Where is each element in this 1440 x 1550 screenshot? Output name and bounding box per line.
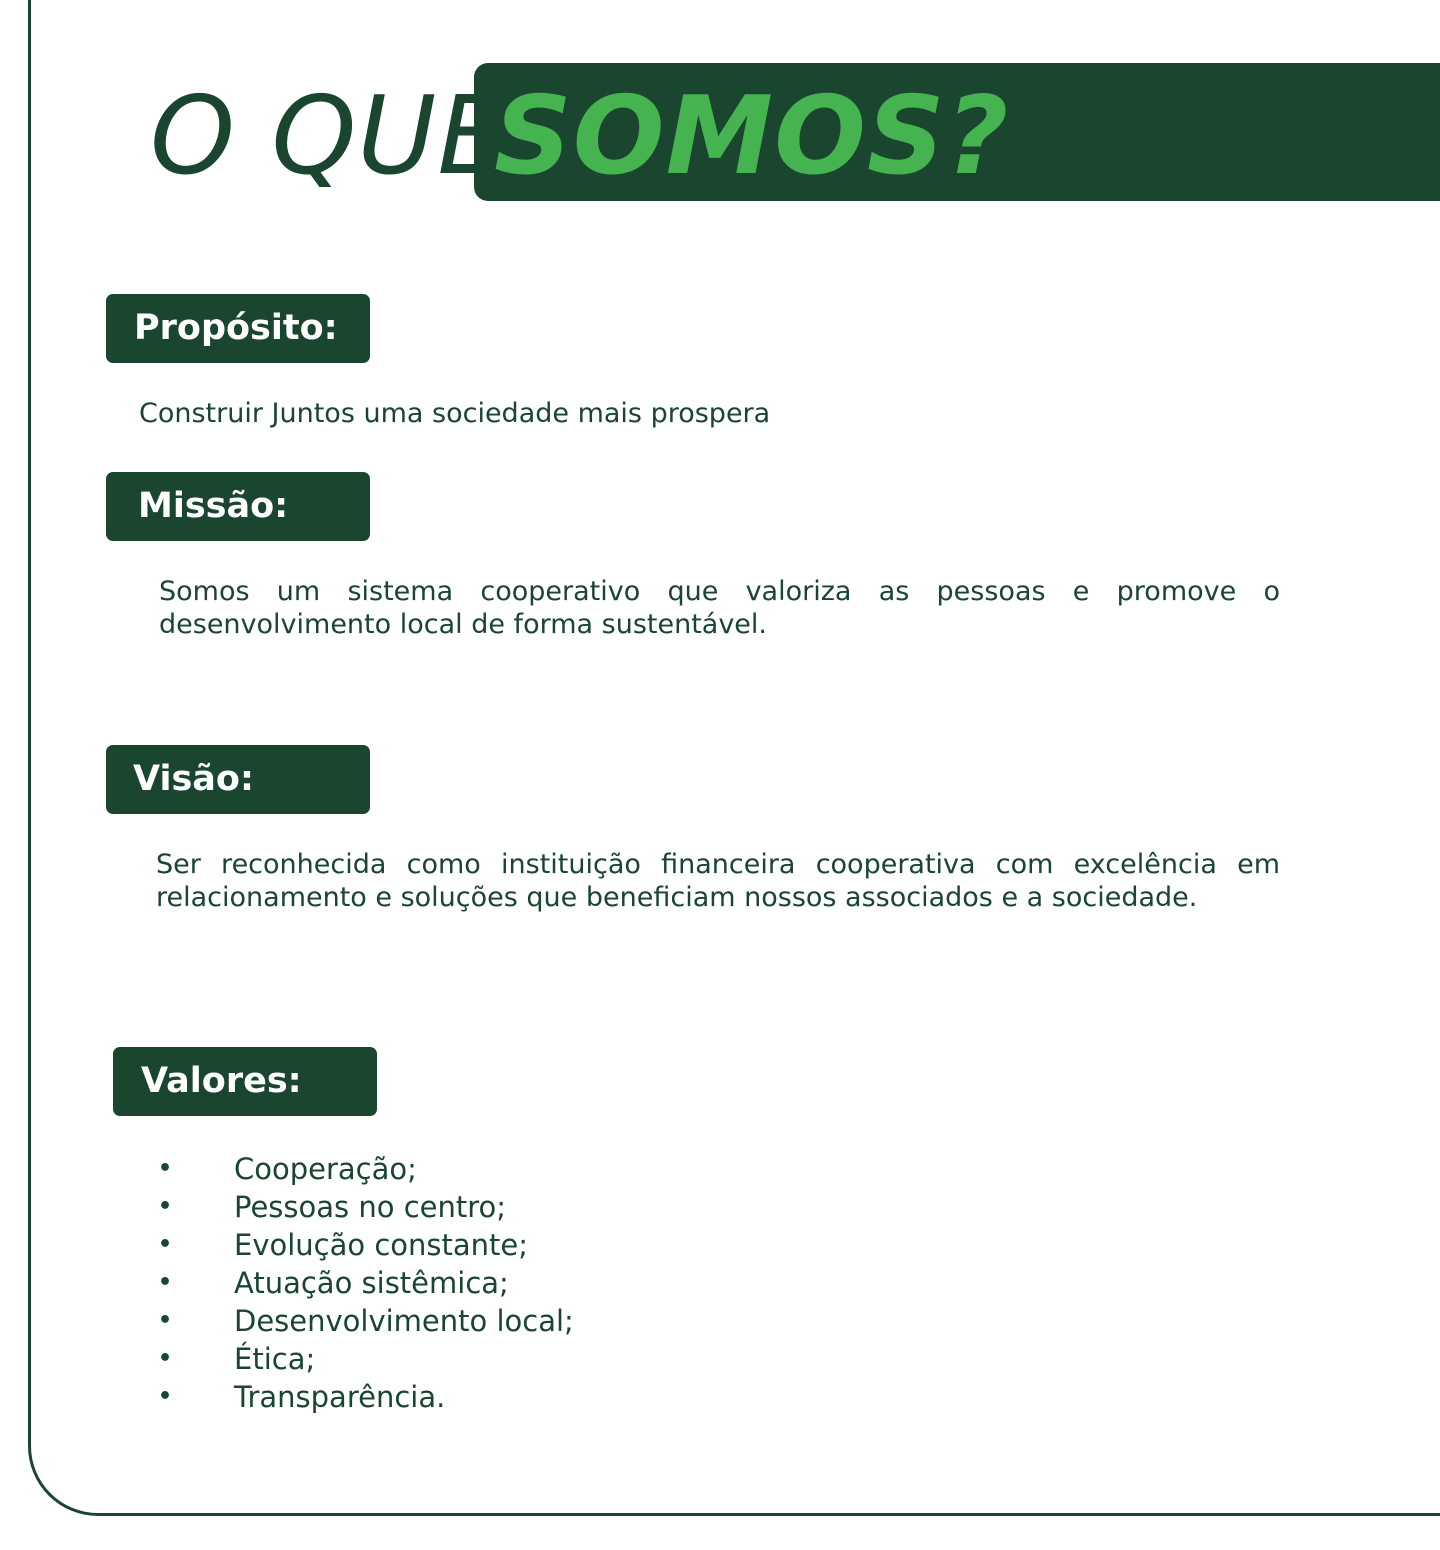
list-item [158,1150,574,1188]
visao-text: Ser reconhecida como instituição financeira cooperativa com excelência em relacionamento e soluções que beneficiam nossos associados e a sociedade. [156,849,1280,913]
missao-label [106,472,370,541]
valor-text: Desenvolvimento local; [234,1304,574,1338]
missao-text: Somos um sistema cooperativo que valoriza as pessoas e promove o desenvolvimento local de forma sustentável. [159,576,1280,640]
valores-list [158,1150,574,1416]
valor-text: Transparência. [234,1380,446,1414]
bullet-icon: • [158,1384,173,1409]
list-item [158,1302,574,1340]
bullet-icon: • [158,1194,173,1219]
valor-text: Pessoas no centro; [234,1190,507,1224]
list-item [158,1226,574,1264]
list-item [158,1340,574,1378]
page-title-part1: O QUE [150,74,507,199]
bullet-icon: • [158,1308,173,1333]
bullet-icon: • [158,1270,173,1295]
proposito-text: Construir Juntos uma sociedade mais prospera [139,398,771,429]
missao-label-text: Missão: [138,486,289,526]
valor-text: Cooperação; [234,1152,417,1186]
list-item [158,1188,574,1226]
valores-label-text: Valores: [141,1061,302,1101]
page-title-part2: SOMOS? [494,74,1010,199]
valor-text: Ética; [234,1342,316,1376]
visao-label-text: Visão: [133,759,254,799]
valores-label [113,1047,377,1116]
bullet-icon: • [158,1232,173,1257]
visao-label [106,745,370,814]
list-item [158,1264,574,1302]
bullet-icon: • [158,1346,173,1371]
proposito-label [106,294,370,363]
valor-text: Evolução constante; [234,1228,529,1262]
list-item [158,1378,574,1416]
valor-text: Atuação sistêmica; [234,1266,509,1300]
bullet-icon: • [158,1156,173,1181]
proposito-label-text: Propósito: [134,308,338,348]
